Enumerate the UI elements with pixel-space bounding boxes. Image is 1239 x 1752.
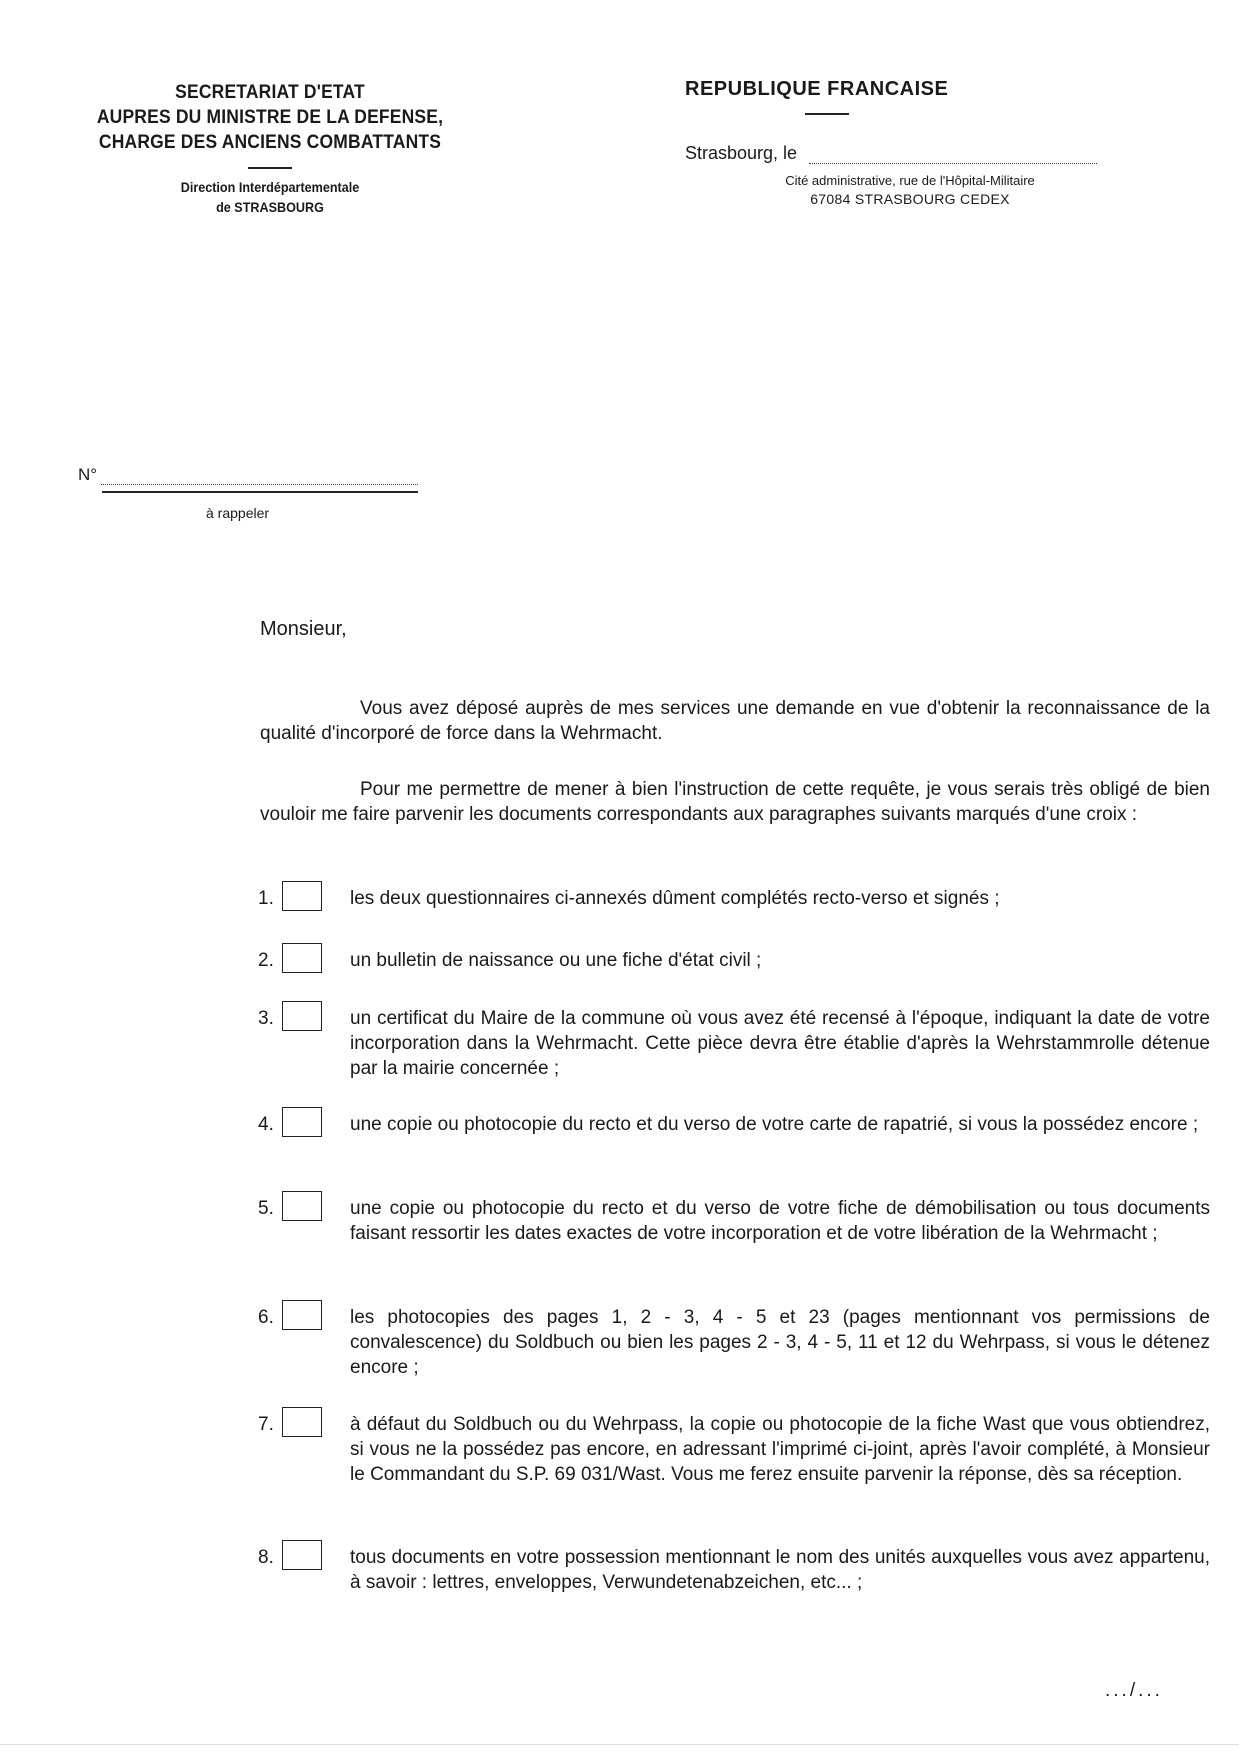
item-number: 1. [258,888,274,909]
item-checkbox[interactable] [282,881,322,911]
address-line-2: 67084 STRASBOURG CEDEX [810,191,1010,207]
item-number: 5. [258,1198,274,1219]
checklist-item [258,886,1213,911]
sender-header [70,80,470,217]
item-text: un certificat du Maire de la commune où vous avez été recensé à l'époque, indiquant la date de votre incorporation dans la Wehrmacht. Cette pièce devra être établie d'après la Wehrstammrolle détenue par la mairie concernée ; [350,1008,1210,1079]
paragraph-intro: Vous avez déposé auprès de mes services une demande en vue d'obtenir la reconnaissance de la qualité d'incorporé de force dans la Wehrmacht. [260,698,1210,744]
item-text: tous documents en votre possession mentionnant le nom des unités auxquelles vous avez appartenu, à savoir : lettres, enveloppes, Verwundetenabzeichen, etc... ; [350,1547,1210,1593]
item-text: à défaut du Soldbuch ou du Wehrpass, la copie ou photocopie de la fiche Wast que vous obtiendrez, si vous ne la possédez pas encore, en adressant l'imprimé ci-joint, après l'avoir complété, à Monsieur le Commandant du S.P. 69 031/Wast. Vous me ferez ensuite parvenir la réponse, dès sa réception. [350,1414,1210,1485]
item-text: les deux questionnaires ci-annexés dûment complétés recto-verso et signés ; [350,888,1000,909]
checklist-item [258,1305,1213,1380]
direction-line-1: Direction Interdépartementale [180,179,360,195]
checklist-item [258,1112,1213,1137]
item-text: les photocopies des pages 1, 2 - 3, 4 - 5 et 23 (pages mentionnant vos permissions de convalescence) du Soldbuch ou bien les pages 2 - 3, 4 - 5, 11 et 12 du Wehrpass, si vous le détenez encore ; [350,1307,1210,1378]
salutation: Monsieur, [260,618,347,640]
address-line-1: Cité administrative, rue de l'Hôpital-Militaire [785,173,1035,188]
item-number: 4. [258,1114,274,1135]
item-text: une copie ou photocopie du recto et du verso de votre carte de rapatrié, si vous la possédez encore ; [350,1114,1199,1135]
direction-line-2: de STRASBOURG [216,199,324,215]
checklist-item [258,948,1213,973]
checklist-item [258,1545,1213,1595]
continuation-mark: .../... [1105,1680,1163,1701]
item-checkbox[interactable] [282,1540,322,1570]
org-line-3: CHARGE DES ANCIENS COMBATTANTS [98,132,442,153]
item-number: 8. [258,1547,274,1568]
header-divider [248,167,292,169]
item-number: 7. [258,1414,274,1435]
date-label: Strasbourg, le [685,143,798,163]
item-checkbox[interactable] [282,1191,322,1221]
page-edge [0,1744,1239,1745]
item-checkbox[interactable] [282,943,322,973]
item-checkbox[interactable] [282,1107,322,1137]
item-number: 3. [258,1008,274,1029]
checklist-item [258,1412,1213,1487]
reference-number-label: N° [78,465,98,484]
item-text: un bulletin de naissance ou une fiche d'état civil ; [350,950,762,971]
paragraph-request: Pour me permettre de mener à bien l'instruction de cette requête, je vous serais très obligé de bien vouloir me faire parvenir les documents correspondants aux paragraphes suivants marqués d'une croix : [260,779,1210,825]
reference-number-line [78,465,418,485]
reference-number-field[interactable] [101,472,418,485]
republic-divider [805,113,849,115]
republic-header [685,78,1105,208]
reference-recall-label: à rappeler [206,505,270,521]
address-block [745,172,1075,208]
item-text: une copie ou photocopie du recto et du verso de votre fiche de démobilisation ou tous documents faisant ressortir les dates exactes de votre incorporation et de votre libération de la Wehrmacht ; [350,1198,1210,1244]
reference-block [78,465,418,521]
date-line [685,143,1105,164]
org-line-1: SECRETARIAT D'ETAT [175,82,365,103]
date-field[interactable] [809,149,1097,164]
checklist-item [258,1006,1213,1081]
org-line-2: AUPRES DU MINISTRE DE LA DEFENSE, [96,107,444,128]
item-number: 2. [258,950,274,971]
item-number: 6. [258,1307,274,1328]
reference-underline [102,491,418,493]
republic-title: REPUBLIQUE FRANCAISE [685,78,949,100]
item-checkbox[interactable] [282,1300,322,1330]
item-checkbox[interactable] [282,1407,322,1437]
item-checkbox[interactable] [282,1001,322,1031]
checklist-item [258,1196,1213,1246]
